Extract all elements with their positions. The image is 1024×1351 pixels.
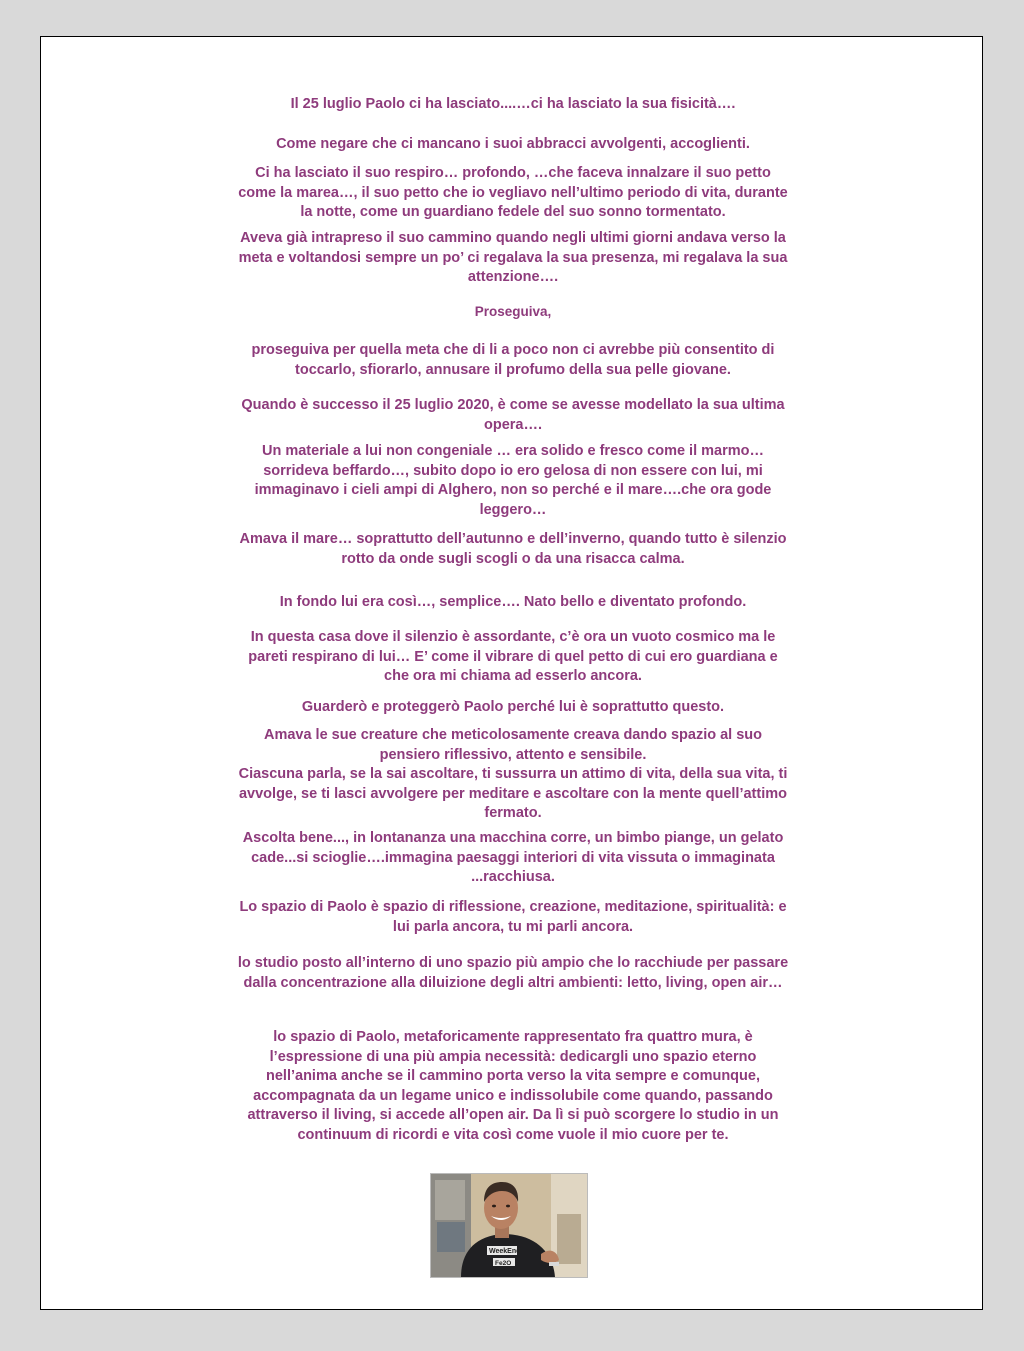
- paragraph-15: Lo spazio di Paolo è spazio di riflessione, creazione, meditazione, spiritualità: e lui parla ancora, tu mi parli ancora.: [239, 899, 787, 935]
- document-body: [216, 37, 810, 1309]
- paragraph-13: Amava le sue creature che meticolosamente creava dando spazio al suo pensiero riflessivo, attento e sensibile. Ciascuna parla, se la sai ascoltare, ti sussurra un attimo di vita, della sua vita, ti avvolge, se ti lasci avvolgere per meditare e ascoltare con la mente quell’attimo fermato.: [238, 727, 788, 821]
- paragraph-3: Ci ha lasciato il suo respiro… profondo, …che faceva innalzare il suo petto come la marea…, il suo petto che io vegliavo nell’ultimo periodo di vita, durante la notte, come un guardiano fedele del suo sonno tormentato.: [238, 165, 788, 220]
- paragraph-7: Quando è successo il 25 luglio 2020, è come se avesse modellato la sua ultima opera….: [241, 397, 785, 433]
- paragraph-10: In fondo lui era così…, semplice…. Nato bello e diventato profondo.: [279, 594, 747, 610]
- paragraph-2: Come negare che ci mancano i suoi abbracci avvolgenti, accoglienti.: [276, 136, 750, 152]
- paragraph-11: In questa casa dove il silenzio è assordante, c’è ora un vuoto cosmico ma le pareti respirano di lui… E’ come il vibrare di quel petto di cui ero guardiana e che ora mi chiama ad esserlo ancora.: [248, 629, 778, 684]
- paragraph-14: Ascolta bene..., in lontananza una macchina corre, un bimbo piange, un gelato cade...si scioglie….immagina paesaggi interiori di vita vissuta o immaginata ...racchiusa.: [242, 830, 784, 885]
- paragraph-4: Aveva già intrapreso il suo cammino quando negli ultimi giorni andava verso la meta e voltandosi sempre un po’ ci regalava la sua presenza, mi regalava la sua attenzione….: [238, 230, 788, 285]
- paragraph-16: lo studio posto all’interno di uno spazio più ampio che lo racchiude per passare dalla concentrazione alla diluizione degli altri ambienti: letto, living, open air…: [237, 955, 789, 991]
- paragraph-12: Guarderò e proteggerò Paolo perché lui è soprattutto questo.: [301, 699, 725, 715]
- paragraph-1: Il 25 luglio Paolo ci ha lasciato....…ci ha lasciato la sua fisicità….: [290, 96, 736, 112]
- portrait-photo: [430, 1173, 588, 1278]
- document-page: [40, 36, 983, 1310]
- paragraph-6: proseguiva per quella meta che di li a poco non ci avrebbe più consentito di toccarlo, sfiorarlo, annusare il profumo della sua pelle giovane.: [251, 342, 775, 378]
- paragraph-8: Un materiale a lui non congeniale … era solido e fresco come il marmo… sorrideva beffardo…, subito dopo io ero gelosa di non essere con lui, mi immaginavo i cieli ampi di Alghero, non so perché e il mare….che ora gode leggero…: [254, 443, 772, 518]
- shirt-text-1: WeekEnd: [489, 1248, 521, 1255]
- paragraph-9: Amava il mare… soprattutto dell’autunno e dell’inverno, quando tutto è silenzio rotto da onde sugli scogli o da una risacca calma.: [239, 531, 787, 567]
- paragraph-5: Proseguiva,: [474, 304, 552, 319]
- paragraph-17: lo spazio di Paolo, metaforicamente rappresentato fra quattro mura, è l’espressione di una più ampia necessità: dedicargli uno spazio eterno nell’anima anche se il cammino porta verso la vita sempre e comunque, accompagnata da un legame unico e indissolubile come quando, passando attraverso il living, si accede all’open air. Da lì si può scorgere lo studio in un continuum di ricordi e vita così come vuole il mio cuore per te.: [247, 1029, 779, 1143]
- shirt-text-2: Fe2O: [495, 1260, 512, 1267]
